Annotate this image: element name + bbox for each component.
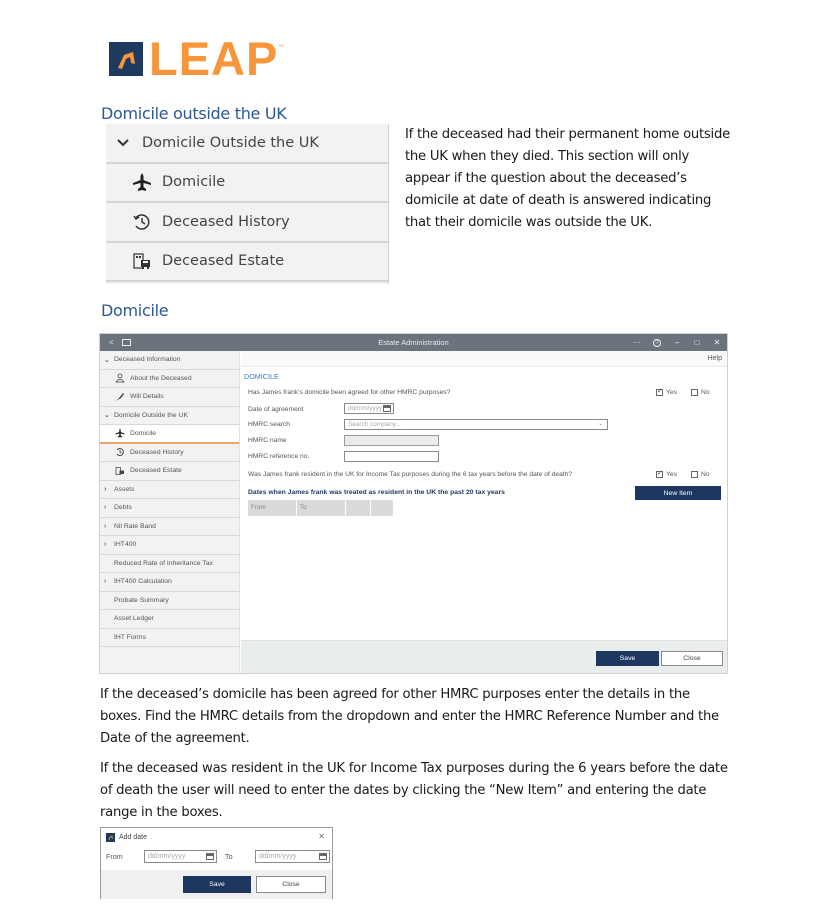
chevron-down-icon: ⌄: [104, 356, 110, 364]
sidebar-item-label: Deceased Estate: [130, 467, 182, 475]
nav-item-label: Deceased History: [162, 213, 290, 230]
trademark-symbol: ™: [278, 44, 284, 50]
sidebar-item-label: Domicile Outside the UK: [114, 411, 189, 419]
nav-item-deceased-history[interactable]: [106, 203, 388, 243]
nav-group-domicile-outside-uk[interactable]: [106, 124, 388, 164]
sidebar-item-domicile[interactable]: [100, 425, 239, 444]
nav-group-label: Domicile Outside the UK: [142, 134, 319, 151]
chevron-down-icon: ⌄: [104, 412, 110, 420]
calendar-icon[interactable]: [319, 853, 327, 860]
chevron-right-icon: ›: [104, 522, 107, 530]
sidebar-item-deceased-information[interactable]: [100, 351, 239, 370]
domicile-agreed-yes[interactable]: ✓ Yes: [656, 389, 677, 396]
nav-item-domicile[interactable]: [106, 164, 388, 204]
dialog-title: Add date: [119, 834, 148, 841]
maximize-button[interactable]: □: [694, 338, 700, 347]
chevron-right-icon: ›: [104, 485, 107, 493]
main-panel: [241, 351, 727, 674]
calendar-icon[interactable]: [383, 405, 391, 412]
nav-item-label: Deceased Estate: [162, 253, 285, 270]
sidebar-item-about-the-deceased[interactable]: [100, 370, 239, 389]
dialog-close-button[interactable]: Close: [256, 876, 326, 893]
sidebar-item-assets[interactable]: [100, 481, 239, 500]
folder-icon[interactable]: [122, 339, 131, 346]
sidebar-item-label: Will Details: [130, 393, 164, 401]
domicile-outside-uk-description: If the deceased had their permanent home outside the UK when they died. This section will only appear if the question about the deceased’s domicile at date of death is answered indicating that their domicile was outside the UK.: [405, 127, 730, 230]
resident-uk-yes[interactable]: ✓ Yes: [656, 471, 677, 478]
sidebar-item-domicile-outside-uk[interactable]: [100, 407, 239, 426]
section-heading-domicile: Domicile: [101, 301, 169, 320]
to-label: To: [225, 852, 233, 861]
leap-wordmark: LEAP: [149, 32, 279, 85]
chevron-down-icon: ⌄: [597, 421, 603, 427]
sidebar-item-label: IHT400 Calculation: [114, 578, 172, 586]
sidebar-item-iht400[interactable]: [100, 536, 239, 555]
new-item-button[interactable]: New Item: [635, 486, 721, 500]
grid-column-from[interactable]: From: [248, 500, 296, 516]
sidebar-item-label: IHT400: [114, 541, 137, 549]
sidebar-item-label: Debts: [114, 504, 132, 512]
sidebar-item-nil-rate-band[interactable]: [100, 518, 239, 537]
nav-item-label: Domicile: [162, 174, 226, 191]
history-icon: [114, 447, 126, 457]
checkbox-checked-icon[interactable]: [656, 471, 663, 478]
sidebar-item-deceased-estate[interactable]: [100, 462, 239, 481]
sidebar-item-iht400-calculation[interactable]: [100, 573, 239, 592]
estate-icon: [114, 466, 126, 476]
leap-logo-mark-icon: [106, 833, 115, 842]
resident-dates-grid-header: [248, 500, 394, 516]
sidebar-item-label: IHT Forms: [114, 633, 146, 641]
resident-uk-question: Was James frank resident in the UK for Income Tax purposes during the 6 tax years before the date of death?: [248, 471, 573, 478]
sidebar-item-label: Reduced Rate of Inheritance Tax: [114, 559, 213, 567]
sidebar-item-label: Domicile: [130, 429, 157, 437]
person-icon: [114, 373, 126, 383]
dialog-save-button[interactable]: Save: [183, 876, 251, 893]
paragraph-domicile-agreed: If the deceased’s domicile has been agreed for other HMRC purposes enter the details in the boxes. Find the HMRC details from the dropdown and enter the HMRC Reference Number and the Date of the agreement.: [100, 687, 719, 746]
section-heading-domicile-outside-uk: Domicile outside the UK: [101, 104, 287, 123]
sidebar-item-iht-forms[interactable]: [100, 629, 239, 648]
back-icon[interactable]: <: [109, 338, 114, 347]
sidebar: [100, 351, 240, 674]
more-options-button[interactable]: ···: [633, 338, 641, 347]
close-button[interactable]: Close: [661, 651, 723, 666]
sidebar-item-label: Deceased Information: [114, 356, 181, 364]
date-range-row: [101, 847, 332, 866]
hmrc-search-label: HMRC search: [248, 421, 290, 428]
window-title: Estate Administration: [378, 338, 449, 347]
chevron-right-icon: ›: [104, 578, 107, 586]
dialog-footer: [101, 870, 332, 899]
form-footer: [241, 640, 727, 674]
chevron-right-icon: ›: [104, 541, 107, 549]
hmrc-search-dropdown[interactable]: Search company... ⌄: [344, 419, 608, 430]
sidebar-item-deceased-history[interactable]: [100, 444, 239, 463]
paragraph-resident-uk: If the deceased was resident in the UK for Income Tax purposes during the 6 years before the date of death the user will need to enter the dates by clicking the “New Item” and entering the date range in the boxes.: [100, 761, 728, 820]
nav-item-deceased-estate[interactable]: [106, 243, 388, 283]
checkbox-checked-icon[interactable]: [656, 389, 663, 396]
sidebar-item-label: Assets: [114, 485, 135, 493]
from-label: From: [106, 852, 123, 861]
from-date-input[interactable]: dd/mm/yyyy: [144, 850, 217, 863]
sidebar-item-label: Deceased History: [130, 448, 184, 456]
sidebar-item-label: About the Deceased: [130, 374, 192, 382]
sidebar-item-label: Nil Rate Band: [114, 522, 156, 530]
checkbox-unchecked-icon[interactable]: [691, 389, 698, 396]
airplane-icon: [132, 172, 152, 192]
domicile-agreed-no[interactable]: No: [691, 389, 710, 396]
hmrc-reference-label: HMRC reference no.: [248, 453, 310, 460]
nav-cutout-domicile-outside-uk: [106, 124, 389, 284]
domicile-agreed-question: Has James frank's domicile been agreed for other HMRC purposes?: [248, 389, 451, 396]
add-date-dialog: [100, 827, 333, 899]
form-title: DOMICILE: [244, 372, 279, 381]
save-button[interactable]: Save: [596, 651, 659, 666]
date-of-agreement-input[interactable]: dd/mm/yyyy: [344, 403, 394, 414]
sidebar-item-reduced-rate-iht[interactable]: [100, 555, 239, 574]
grid-column-blank: [346, 500, 370, 516]
resident-dates-heading: Dates when James frank was treated as resident in the UK the past 20 tax years: [248, 489, 505, 496]
sidebar-item-probate-summary[interactable]: [100, 592, 239, 611]
airplane-icon: [114, 428, 126, 438]
help-circle-icon[interactable]: ?: [647, 334, 667, 351]
sidebar-item-debts[interactable]: [100, 499, 239, 518]
help-link[interactable]: Help: [707, 355, 722, 362]
leap-logo: [109, 32, 284, 85]
calendar-icon[interactable]: [206, 853, 214, 860]
date-of-agreement-label: Date of agreement: [248, 406, 304, 413]
sidebar-item-will-details[interactable]: [100, 388, 239, 407]
close-icon[interactable]: ✕: [318, 832, 325, 841]
estate-administration-window: [99, 333, 728, 674]
grid-column-blank: [371, 500, 393, 516]
hmrc-name-input: [344, 435, 439, 446]
sidebar-item-label: Asset Ledger: [114, 615, 155, 623]
help-bar: [241, 351, 727, 367]
sidebar-item-label: Probate Summary: [114, 596, 169, 604]
dialog-title-bar: [101, 828, 332, 847]
grid-column-to[interactable]: To: [297, 500, 345, 516]
chevron-down-icon: [116, 133, 130, 153]
quill-icon: [114, 392, 126, 402]
leap-logo-mark-icon: [109, 42, 143, 76]
minimize-button[interactable]: –: [674, 338, 680, 347]
chevron-right-icon: ›: [104, 504, 107, 512]
sidebar-item-asset-ledger[interactable]: [100, 610, 239, 629]
history-icon: [132, 212, 152, 232]
title-bar: [100, 334, 727, 351]
to-date-input[interactable]: dd/mm/yyyy: [255, 850, 330, 863]
hmrc-reference-input[interactable]: [344, 451, 439, 462]
hmrc-name-label: HMRC name: [248, 437, 287, 444]
close-window-button[interactable]: ✕: [713, 338, 721, 347]
resident-uk-no[interactable]: No: [691, 471, 710, 478]
estate-icon: [132, 251, 152, 271]
checkbox-unchecked-icon[interactable]: [691, 471, 698, 478]
